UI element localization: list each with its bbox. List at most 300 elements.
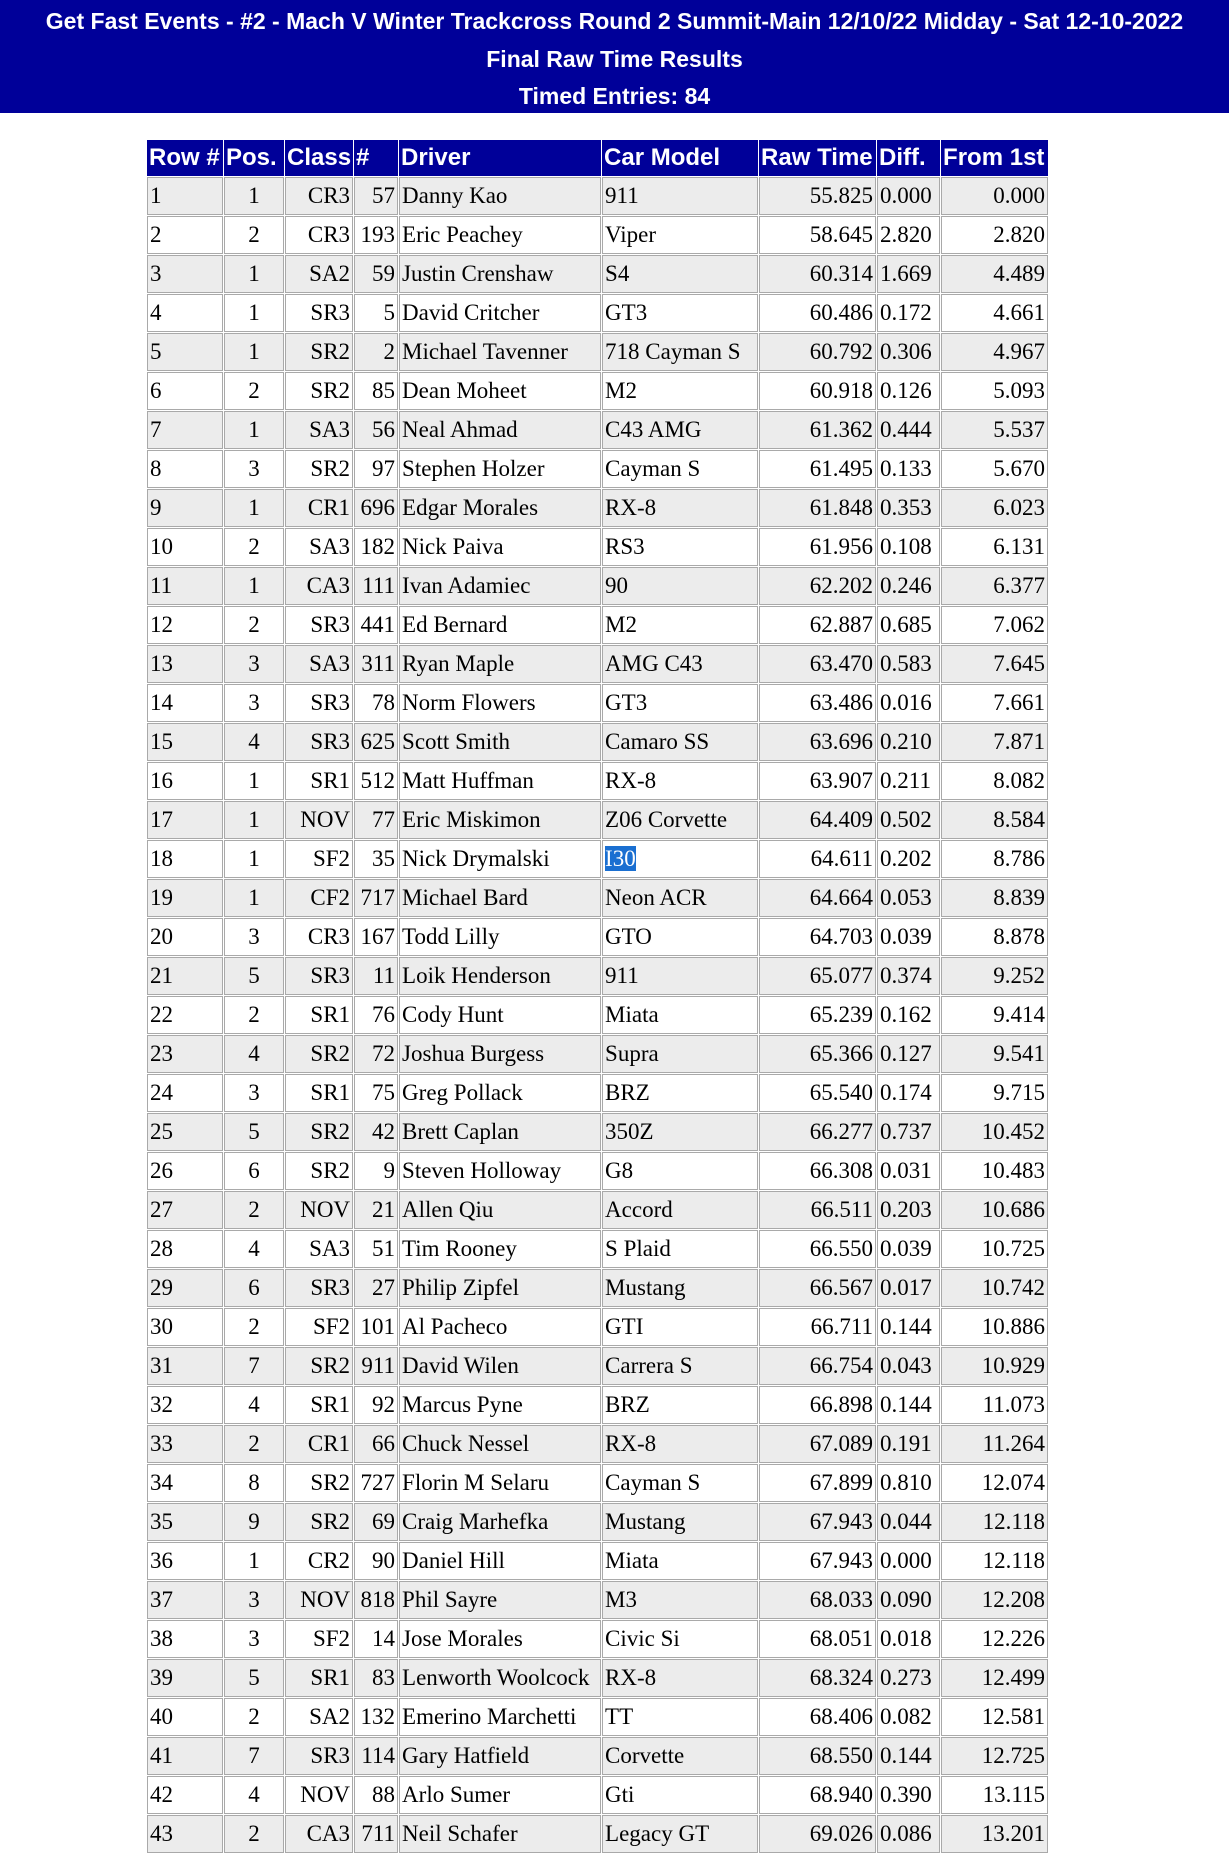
cell-row-number: 36	[147, 1542, 223, 1580]
cell-position: 4	[224, 1230, 284, 1268]
cell-car-model: Corvette	[602, 1737, 758, 1775]
table-row	[147, 957, 1048, 995]
cell-driver: Steven Holloway	[399, 1152, 601, 1190]
cell-class: SA3	[285, 1230, 353, 1268]
cell-row-number: 28	[147, 1230, 223, 1268]
cell-class: SR2	[285, 1503, 353, 1541]
cell-row-number: 32	[147, 1386, 223, 1424]
cell-driver: Philip Zipfel	[399, 1269, 601, 1307]
table-row	[147, 762, 1048, 800]
cell-position: 1	[224, 840, 284, 878]
cell-row-number: 31	[147, 1347, 223, 1385]
table-header-row	[147, 140, 1048, 176]
cell-class: SR1	[285, 1074, 353, 1112]
cell-car-number: 14	[354, 1620, 398, 1658]
table-row	[147, 216, 1048, 254]
cell-driver: Florin M Selaru	[399, 1464, 601, 1502]
results-table	[146, 139, 1049, 1854]
cell-driver: Nick Paiva	[399, 528, 601, 566]
cell-class: NOV	[285, 1776, 353, 1814]
cell-car-number: 90	[354, 1542, 398, 1580]
cell-car-model: M2	[602, 372, 758, 410]
cell-row-number: 15	[147, 723, 223, 761]
cell-driver: Daniel Hill	[399, 1542, 601, 1580]
cell-car-model: Camaro SS	[602, 723, 758, 761]
selected-text[interactable]: I30	[605, 846, 636, 871]
table-row	[147, 1035, 1048, 1073]
timed-entries-count: Timed Entries: 84	[518, 83, 711, 109]
table-row	[147, 684, 1048, 722]
cell-car-model: GTI	[602, 1308, 758, 1346]
cell-from-first: 10.483	[941, 1152, 1048, 1190]
cell-car-number: 56	[354, 411, 398, 449]
cell-position: 3	[224, 450, 284, 488]
cell-car-number: 114	[354, 1737, 398, 1775]
table-row	[147, 918, 1048, 956]
cell-car-model: 350Z	[602, 1113, 758, 1151]
cell-class: SA3	[285, 411, 353, 449]
cell-position: 2	[224, 528, 284, 566]
cell-class: NOV	[285, 801, 353, 839]
cell-raw-time: 66.550	[759, 1230, 876, 1268]
cell-car-model: GT3	[602, 294, 758, 332]
cell-raw-time: 67.943	[759, 1542, 876, 1580]
cell-class: SR1	[285, 1659, 353, 1697]
cell-raw-time: 64.664	[759, 879, 876, 917]
cell-position: 4	[224, 1035, 284, 1073]
cell-raw-time: 68.051	[759, 1620, 876, 1658]
cell-difference: 0.133	[877, 450, 940, 488]
cell-car-number: 51	[354, 1230, 398, 1268]
cell-class: SR3	[285, 1269, 353, 1307]
cell-difference: 0.502	[877, 801, 940, 839]
cell-raw-time: 66.511	[759, 1191, 876, 1229]
cell-difference: 0.053	[877, 879, 940, 917]
cell-driver: Justin Crenshaw	[399, 255, 601, 293]
cell-difference: 0.162	[877, 996, 940, 1034]
table-row	[147, 411, 1048, 449]
cell-car-model: 718 Cayman S	[602, 333, 758, 371]
cell-car-number: 311	[354, 645, 398, 683]
cell-position: 6	[224, 1269, 284, 1307]
column-header-difference: Diff.	[877, 140, 940, 176]
cell-car-model: S4	[602, 255, 758, 293]
cell-from-first: 5.093	[941, 372, 1048, 410]
cell-car-number: 27	[354, 1269, 398, 1307]
cell-driver: Allen Qiu	[399, 1191, 601, 1229]
cell-driver: Chuck Nessel	[399, 1425, 601, 1463]
cell-raw-time: 60.486	[759, 294, 876, 332]
cell-class: SR2	[285, 1152, 353, 1190]
cell-car-model: Supra	[602, 1035, 758, 1073]
cell-row-number: 6	[147, 372, 223, 410]
cell-car-model: Carrera S	[602, 1347, 758, 1385]
cell-position: 5	[224, 957, 284, 995]
table-row	[147, 1308, 1048, 1346]
cell-car-number: 69	[354, 1503, 398, 1541]
cell-raw-time: 64.611	[759, 840, 876, 878]
cell-raw-time: 65.077	[759, 957, 876, 995]
cell-from-first: 7.661	[941, 684, 1048, 722]
table-row	[147, 1191, 1048, 1229]
cell-position: 5	[224, 1659, 284, 1697]
table-row	[147, 294, 1048, 332]
cell-class: SR3	[285, 723, 353, 761]
cell-row-number: 18	[147, 840, 223, 878]
cell-car-number: 101	[354, 1308, 398, 1346]
cell-driver: Loik Henderson	[399, 957, 601, 995]
cell-class: SR1	[285, 1386, 353, 1424]
cell-row-number: 22	[147, 996, 223, 1034]
cell-car-number: 711	[354, 1815, 398, 1853]
cell-class: NOV	[285, 1581, 353, 1619]
cell-from-first: 8.584	[941, 801, 1048, 839]
cell-row-number: 7	[147, 411, 223, 449]
cell-difference: 0.246	[877, 567, 940, 605]
cell-from-first: 12.118	[941, 1503, 1048, 1541]
cell-row-number: 24	[147, 1074, 223, 1112]
cell-driver: Eric Miskimon	[399, 801, 601, 839]
cell-row-number: 26	[147, 1152, 223, 1190]
cell-class: SA3	[285, 645, 353, 683]
cell-from-first: 10.742	[941, 1269, 1048, 1307]
cell-driver: Norm Flowers	[399, 684, 601, 722]
cell-car-model: Mustang	[602, 1503, 758, 1541]
cell-raw-time: 61.956	[759, 528, 876, 566]
cell-from-first: 7.062	[941, 606, 1048, 644]
cell-raw-time: 65.540	[759, 1074, 876, 1112]
cell-difference: 0.000	[877, 177, 940, 215]
cell-from-first: 9.541	[941, 1035, 1048, 1073]
cell-difference: 0.685	[877, 606, 940, 644]
table-row	[147, 177, 1048, 215]
table-row	[147, 1113, 1048, 1151]
cell-class: CR1	[285, 489, 353, 527]
cell-car-model: Neon ACR	[602, 879, 758, 917]
cell-difference: 0.043	[877, 1347, 940, 1385]
cell-driver: Ivan Adamiec	[399, 567, 601, 605]
cell-car-number: 77	[354, 801, 398, 839]
cell-driver: Craig Marhefka	[399, 1503, 601, 1541]
cell-from-first: 10.929	[941, 1347, 1048, 1385]
cell-driver: Edgar Morales	[399, 489, 601, 527]
column-header-class: Class	[285, 140, 353, 176]
cell-class: CR1	[285, 1425, 353, 1463]
cell-car-model: Miata	[602, 1542, 758, 1580]
cell-car-number: 75	[354, 1074, 398, 1112]
cell-from-first: 9.414	[941, 996, 1048, 1034]
column-header-car-number: #	[354, 140, 398, 176]
cell-class: SR3	[285, 684, 353, 722]
event-title: Get Fast Events - #2 - Mach V Winter Trackcross Round 2 Summit-Main 12/10/22 Midday - Sat 12-10-2022	[45, 8, 1184, 34]
cell-difference: 2.820	[877, 216, 940, 254]
cell-position: 1	[224, 567, 284, 605]
table-row	[147, 1425, 1048, 1463]
table-row	[147, 723, 1048, 761]
cell-car-model: 911	[602, 957, 758, 995]
cell-car-number: 76	[354, 996, 398, 1034]
table-row	[147, 1581, 1048, 1619]
cell-car-number: 717	[354, 879, 398, 917]
cell-raw-time: 66.308	[759, 1152, 876, 1190]
cell-row-number: 10	[147, 528, 223, 566]
cell-car-number: 85	[354, 372, 398, 410]
cell-car-model: Viper	[602, 216, 758, 254]
table-row	[147, 489, 1048, 527]
cell-car-number: 59	[354, 255, 398, 293]
cell-from-first: 10.452	[941, 1113, 1048, 1151]
table-row	[147, 840, 1048, 878]
cell-class: CR3	[285, 918, 353, 956]
cell-from-first: 4.661	[941, 294, 1048, 332]
cell-difference: 0.273	[877, 1659, 940, 1697]
cell-driver: Ed Bernard	[399, 606, 601, 644]
cell-raw-time: 61.848	[759, 489, 876, 527]
cell-driver: Cody Hunt	[399, 996, 601, 1034]
cell-car-model: 911	[602, 177, 758, 215]
cell-difference: 0.018	[877, 1620, 940, 1658]
cell-position: 2	[224, 606, 284, 644]
cell-car-number: 35	[354, 840, 398, 878]
cell-difference: 0.191	[877, 1425, 940, 1463]
table-row	[147, 606, 1048, 644]
cell-car-model: Gti	[602, 1776, 758, 1814]
cell-difference: 0.144	[877, 1737, 940, 1775]
cell-difference: 0.211	[877, 762, 940, 800]
cell-row-number: 43	[147, 1815, 223, 1853]
cell-driver: Gary Hatfield	[399, 1737, 601, 1775]
cell-difference: 0.306	[877, 333, 940, 371]
cell-car-number: 441	[354, 606, 398, 644]
table-row	[147, 1698, 1048, 1736]
cell-position: 1	[224, 333, 284, 371]
cell-difference: 0.174	[877, 1074, 940, 1112]
cell-driver: David Wilen	[399, 1347, 601, 1385]
cell-position: 3	[224, 645, 284, 683]
cell-car-number: 727	[354, 1464, 398, 1502]
table-row	[147, 1074, 1048, 1112]
cell-from-first: 12.074	[941, 1464, 1048, 1502]
cell-difference: 0.031	[877, 1152, 940, 1190]
cell-raw-time: 67.089	[759, 1425, 876, 1463]
cell-position: 3	[224, 1074, 284, 1112]
cell-raw-time: 68.406	[759, 1698, 876, 1736]
cell-class: NOV	[285, 1191, 353, 1229]
cell-car-model: M3	[602, 1581, 758, 1619]
cell-car-model	[602, 840, 758, 878]
cell-raw-time: 60.792	[759, 333, 876, 371]
table-row	[147, 996, 1048, 1034]
cell-from-first: 0.000	[941, 177, 1048, 215]
cell-position: 3	[224, 1620, 284, 1658]
cell-row-number: 35	[147, 1503, 223, 1541]
table-row	[147, 645, 1048, 683]
cell-from-first: 5.537	[941, 411, 1048, 449]
cell-car-model: Miata	[602, 996, 758, 1034]
cell-row-number: 2	[147, 216, 223, 254]
cell-driver: Danny Kao	[399, 177, 601, 215]
cell-row-number: 9	[147, 489, 223, 527]
cell-driver: Nick Drymalski	[399, 840, 601, 878]
cell-class: CA3	[285, 1815, 353, 1853]
cell-difference: 0.016	[877, 684, 940, 722]
cell-from-first: 8.878	[941, 918, 1048, 956]
cell-car-number: 57	[354, 177, 398, 215]
cell-from-first: 12.208	[941, 1581, 1048, 1619]
cell-car-number: 88	[354, 1776, 398, 1814]
cell-car-number: 696	[354, 489, 398, 527]
column-header-raw-time: Raw Time	[759, 140, 876, 176]
cell-car-model: GTO	[602, 918, 758, 956]
cell-raw-time: 69.026	[759, 1815, 876, 1853]
column-header-car-model: Car Model	[602, 140, 758, 176]
cell-position: 3	[224, 1581, 284, 1619]
table-row	[147, 879, 1048, 917]
cell-car-model: RS3	[602, 528, 758, 566]
cell-row-number: 8	[147, 450, 223, 488]
table-row	[147, 1269, 1048, 1307]
cell-row-number: 38	[147, 1620, 223, 1658]
cell-class: SR3	[285, 1737, 353, 1775]
cell-row-number: 27	[147, 1191, 223, 1229]
cell-class: SR2	[285, 1113, 353, 1151]
cell-difference: 0.039	[877, 1230, 940, 1268]
results-subtitle: Final Raw Time Results	[486, 46, 743, 72]
cell-difference: 0.086	[877, 1815, 940, 1853]
cell-driver: Eric Peachey	[399, 216, 601, 254]
cell-position: 2	[224, 996, 284, 1034]
cell-position: 2	[224, 1815, 284, 1853]
table-row	[147, 1542, 1048, 1580]
cell-car-model: Accord	[602, 1191, 758, 1229]
cell-row-number: 1	[147, 177, 223, 215]
cell-driver: Arlo Sumer	[399, 1776, 601, 1814]
cell-class: CR2	[285, 1542, 353, 1580]
cell-driver: Michael Bard	[399, 879, 601, 917]
cell-class: SA3	[285, 528, 353, 566]
cell-class: SF2	[285, 840, 353, 878]
cell-car-number: 193	[354, 216, 398, 254]
table-row	[147, 1737, 1048, 1775]
cell-car-model: AMG C43	[602, 645, 758, 683]
table-row	[147, 333, 1048, 371]
column-header-position: Pos.	[224, 140, 284, 176]
cell-driver: Al Pacheco	[399, 1308, 601, 1346]
cell-from-first: 8.786	[941, 840, 1048, 878]
cell-class: SR2	[285, 450, 353, 488]
cell-difference: 0.583	[877, 645, 940, 683]
cell-class: SR3	[285, 294, 353, 332]
cell-raw-time: 63.696	[759, 723, 876, 761]
cell-class: SR2	[285, 1464, 353, 1502]
cell-driver: Stephen Holzer	[399, 450, 601, 488]
cell-difference: 0.144	[877, 1308, 940, 1346]
cell-position: 8	[224, 1464, 284, 1502]
cell-car-model: M2	[602, 606, 758, 644]
cell-raw-time: 67.899	[759, 1464, 876, 1502]
cell-class: SR2	[285, 333, 353, 371]
cell-car-number: 72	[354, 1035, 398, 1073]
cell-row-number: 16	[147, 762, 223, 800]
cell-raw-time: 55.825	[759, 177, 876, 215]
cell-car-number: 11	[354, 957, 398, 995]
cell-car-number: 5	[354, 294, 398, 332]
cell-driver: Phil Sayre	[399, 1581, 601, 1619]
cell-row-number: 23	[147, 1035, 223, 1073]
cell-from-first: 7.645	[941, 645, 1048, 683]
cell-driver: Todd Lilly	[399, 918, 601, 956]
cell-row-number: 13	[147, 645, 223, 683]
cell-raw-time: 66.277	[759, 1113, 876, 1151]
cell-difference: 0.172	[877, 294, 940, 332]
cell-difference: 0.203	[877, 1191, 940, 1229]
cell-row-number: 4	[147, 294, 223, 332]
table-row	[147, 801, 1048, 839]
cell-position: 4	[224, 1776, 284, 1814]
cell-row-number: 12	[147, 606, 223, 644]
cell-from-first: 10.886	[941, 1308, 1048, 1346]
cell-driver: Brett Caplan	[399, 1113, 601, 1151]
table-row	[147, 1620, 1048, 1658]
cell-class: SR1	[285, 996, 353, 1034]
cell-position: 2	[224, 216, 284, 254]
cell-from-first: 7.871	[941, 723, 1048, 761]
cell-class: SR2	[285, 372, 353, 410]
cell-position: 2	[224, 1698, 284, 1736]
cell-raw-time: 61.362	[759, 411, 876, 449]
table-row	[147, 1386, 1048, 1424]
cell-raw-time: 66.754	[759, 1347, 876, 1385]
table-row	[147, 1503, 1048, 1541]
cell-position: 1	[224, 1542, 284, 1580]
cell-difference: 1.669	[877, 255, 940, 293]
cell-position: 5	[224, 1113, 284, 1151]
cell-class: SA2	[285, 255, 353, 293]
cell-from-first: 6.377	[941, 567, 1048, 605]
cell-row-number: 40	[147, 1698, 223, 1736]
cell-row-number: 42	[147, 1776, 223, 1814]
cell-car-number: 132	[354, 1698, 398, 1736]
cell-raw-time: 68.940	[759, 1776, 876, 1814]
column-header-driver: Driver	[399, 140, 601, 176]
cell-car-model: 90	[602, 567, 758, 605]
cell-from-first: 12.499	[941, 1659, 1048, 1697]
cell-position: 1	[224, 177, 284, 215]
cell-raw-time: 60.918	[759, 372, 876, 410]
cell-class: SR1	[285, 762, 353, 800]
cell-position: 1	[224, 255, 284, 293]
cell-driver: David Critcher	[399, 294, 601, 332]
cell-car-number: 42	[354, 1113, 398, 1151]
cell-driver: Scott Smith	[399, 723, 601, 761]
cell-class: SR2	[285, 1035, 353, 1073]
table-row	[147, 450, 1048, 488]
cell-class: CF2	[285, 879, 353, 917]
cell-row-number: 19	[147, 879, 223, 917]
cell-raw-time: 68.550	[759, 1737, 876, 1775]
cell-difference: 0.144	[877, 1386, 940, 1424]
cell-from-first: 10.686	[941, 1191, 1048, 1229]
cell-from-first: 11.264	[941, 1425, 1048, 1463]
cell-driver: Joshua Burgess	[399, 1035, 601, 1073]
cell-difference: 0.210	[877, 723, 940, 761]
cell-position: 9	[224, 1503, 284, 1541]
cell-position: 2	[224, 1425, 284, 1463]
cell-position: 2	[224, 372, 284, 410]
cell-difference: 0.017	[877, 1269, 940, 1307]
cell-class: CR3	[285, 177, 353, 215]
cell-difference: 0.444	[877, 411, 940, 449]
